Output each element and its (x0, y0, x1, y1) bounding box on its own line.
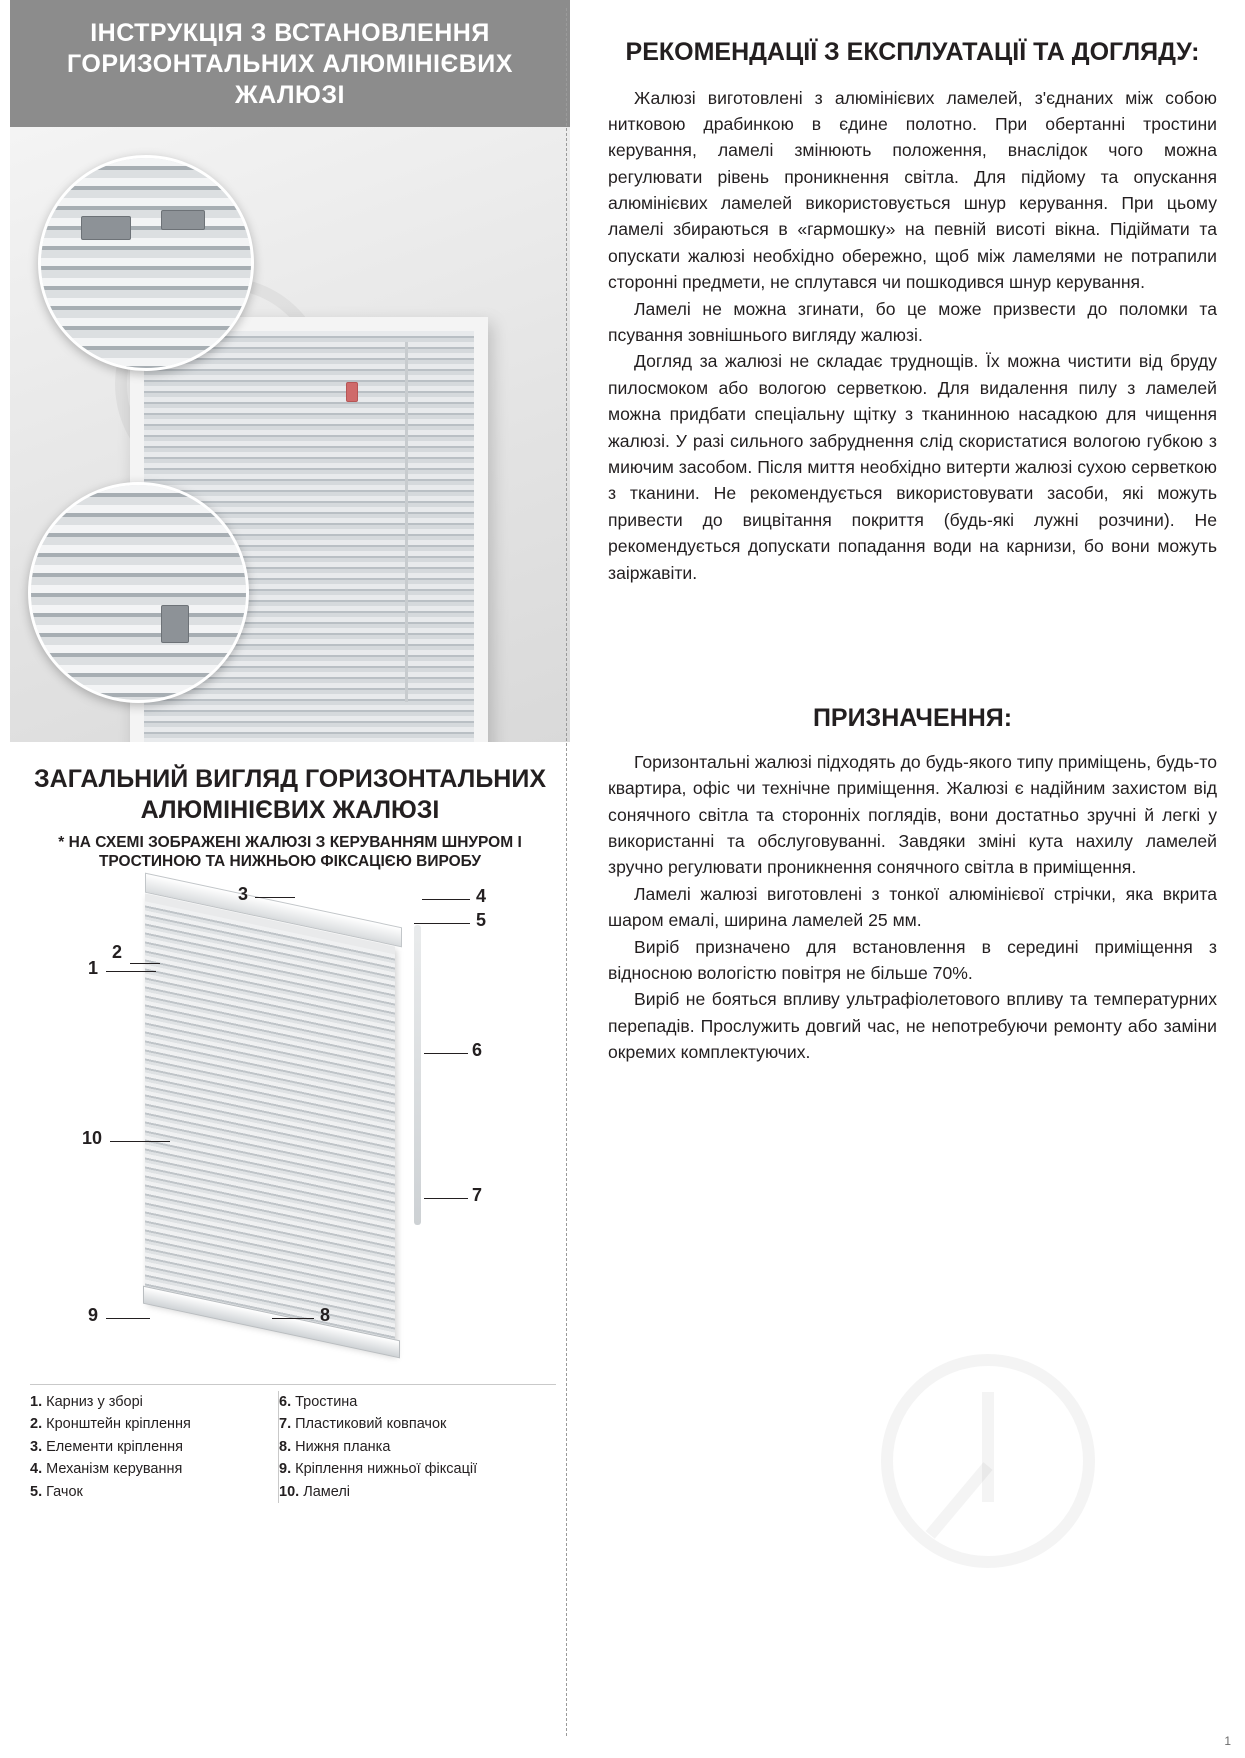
legend-number: 8. (279, 1438, 292, 1455)
legend-number: 4. (30, 1461, 43, 1478)
leader-line (255, 897, 295, 898)
legend-number: 9. (279, 1461, 292, 1478)
callout-10: 10 (82, 1127, 103, 1148)
callout-6: 6 (472, 1039, 483, 1060)
detail-zoom-bottom (28, 482, 249, 703)
list-item (279, 1458, 477, 1480)
paragraph: Виріб не бояться впливу ультрафіолетового впливу та температурних перепадів. Прослужить довгий час, не непотребуючи ремонту або заміни окремих комплектуючих. (608, 989, 1217, 1063)
leader-line (110, 1141, 170, 1142)
legend-label: Тростина (295, 1393, 358, 1410)
mounting-bracket-icon (161, 210, 205, 230)
control-cord (405, 342, 408, 702)
legend-label: Кріплення нижньої фіксації (295, 1461, 478, 1478)
callout-2: 2 (112, 941, 123, 962)
parts-legend (30, 1384, 556, 1503)
list-item (279, 1481, 477, 1503)
legend-label: Гачок (46, 1483, 83, 1500)
leader-line (424, 1198, 468, 1199)
leader-line (106, 971, 156, 972)
left-column (10, 0, 570, 1758)
legend-label: Ламелі (303, 1483, 351, 1500)
legend-column-right (279, 1391, 477, 1503)
paragraph: Догляд за жалюзі не складає труднощів. Їх можна чистити від бруду пилосмоком або вологою серветкою. Для видалення пилу з ламелей можна придбати спеціальну щітку з тканинною насадкою для чищення жалюзі. У разі сильного забруднення слід скористатися вологою губкою з миючим засобом. Після миття необхідно витерти жалюзі сухою серветкою з тканини. Не рекомендується використовувати засоби, які можуть привести до вицвітання покриття (будь-які лужні розчини). Не рекомендується допускати попадання води на карнизи, бо вони можуть заіржавіти. (608, 351, 1217, 583)
callout-8: 8 (320, 1304, 331, 1325)
purpose-section-title: ПРИЗНАЧЕННЯ: (812, 703, 1013, 732)
legend-column-left (30, 1391, 279, 1503)
paragraph: Ламелі не можна згинати, бо це може призвести до поломки та псування зовнішнього вигляду жалюзі. (608, 298, 1217, 346)
paragraph: Виріб призначено для встановлення в середині приміщення з відносною вологістю повітря не більше 70%. (608, 936, 1217, 984)
legend-number: 3. (30, 1438, 43, 1455)
legend-number: 7. (279, 1416, 292, 1433)
list-item (30, 1458, 278, 1480)
installation-photo (10, 127, 570, 742)
legend-label: Пластиковий ковпачок (295, 1416, 447, 1433)
legend-number: 2. (30, 1416, 43, 1433)
wand-part (414, 925, 421, 1225)
leader-line (272, 1318, 314, 1319)
list-item (279, 1391, 477, 1413)
installation-header: ІНСТРУКЦІЯ З ВСТАНОВЛЕННЯ ГОРИЗОНТАЛЬНИХ АЛЮМІНІЄВИХ ЖАЛЮЗІ (10, 0, 570, 127)
legend-number: 5. (30, 1483, 43, 1500)
leader-line (130, 963, 160, 964)
list-item (30, 1436, 278, 1458)
callout-5: 5 (476, 909, 487, 930)
care-section-title: РЕКОМЕНДАЦІЇ З ЕКСПЛУАТАЦІЇ ТА ДОГЛЯДУ: (625, 38, 1200, 66)
callout-9: 9 (88, 1304, 99, 1325)
care-section-body (608, 85, 1217, 586)
list-item (30, 1391, 278, 1413)
leader-line (422, 899, 470, 900)
general-view-subtitle: * НА СХЕМІ ЗОБРАЖЕНІ ЖАЛЮЗІ З КЕРУВАННЯМ ШНУРОМ І ТРОСТИНОЮ ТА НИЖНЬОЮ ФІКСАЦІЄЮ ВИРОБУ (58, 834, 522, 871)
detail-slats-bottom (31, 485, 246, 700)
leader-line (424, 1053, 468, 1054)
paragraph: Жалюзі виготовлені з алюмінієвих ламелей, з'єднаних між собою нитковою драбинкою в єдине полотно. При обертанні тростини керування, ламелі змінюють положення, внаслідок чого можна регулювати рівень проникнення світла. Для підйому та опускання алюмінієвих ламелей використовується шнур керування. При цьому ламелі збираються в «гармошку» на певній висоті вікна. Підіймати та опускати жалюзі необхідно обережно, щоб між ламелями не потрапили сторонні предмети, не сплутався чи пошкодився шнур керування. (608, 87, 1217, 293)
callout-1: 1 (88, 957, 99, 978)
legend-number: 6. (279, 1393, 292, 1410)
legend-label: Кронштейн кріплення (46, 1416, 191, 1433)
paragraph: Горизонтальні жалюзі підходять до будь-якого типу приміщень, будь-то квартира, офіс чи технічне приміщення. Жалюзі є надійним захистом від сонячного світла та сторонніх поглядів, вони достатньо зручні й легкі у використанні та обслуговуванні. Завдяки зміні кута нахилу ламелей зручно регулювати проникнення сонячного світла в приміщення. (608, 751, 1217, 878)
callout-3: 3 (238, 883, 249, 904)
blinds-diagram (10, 880, 570, 1380)
slats-part (145, 893, 395, 1354)
list-item (30, 1481, 278, 1503)
callout-7: 7 (472, 1184, 483, 1205)
paragraph: Ламелі жалюзі виготовлені з тонкої алюмінієвої стрічки, яка вкрита шаром емалі, ширина ламелей 25 мм. (608, 883, 1217, 931)
callout-4: 4 (476, 885, 487, 906)
general-view-title: ЗАГАЛЬНИЙ ВИГЛЯД ГОРИЗОНТАЛЬНИХ АЛЮМІНІЄВИХ ЖАЛЮЗІ (34, 765, 546, 824)
right-column (570, 0, 1245, 1758)
legend-label: Нижня планка (295, 1438, 391, 1455)
legend-label: Механізм керування (46, 1461, 183, 1478)
column-divider (566, 8, 567, 1736)
mounting-bracket-icon (81, 216, 131, 240)
list-item (30, 1413, 278, 1435)
detail-slats-top (41, 158, 251, 368)
control-wand (346, 382, 358, 402)
purpose-section-body (608, 749, 1217, 1066)
legend-label: Карниз у зборі (46, 1393, 143, 1410)
detail-zoom-top (38, 155, 254, 371)
list-item (279, 1413, 477, 1435)
legend-number: 1. (30, 1393, 43, 1410)
bottom-fixing-icon (161, 605, 189, 643)
legend-label: Елементи кріплення (46, 1438, 184, 1455)
leader-line (106, 1318, 150, 1319)
leader-line (414, 923, 470, 924)
page-number: 1 (1224, 1734, 1231, 1748)
list-item (279, 1436, 477, 1458)
watermark-icon (881, 1354, 1095, 1568)
legend-number: 10. (279, 1483, 300, 1500)
